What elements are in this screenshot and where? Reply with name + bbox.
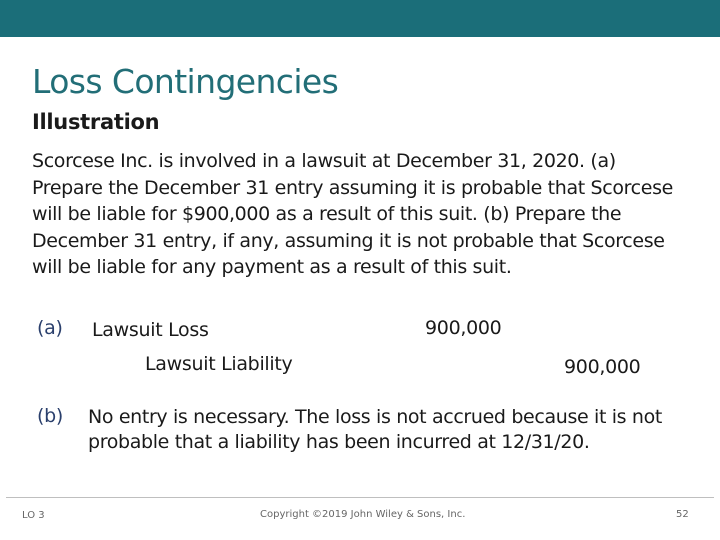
debit-account: Lawsuit Loss: [92, 319, 209, 341]
slide-title: Loss Contingencies: [32, 62, 339, 101]
slide-subtitle: Illustration: [32, 110, 160, 134]
credit-account: Lawsuit Liability: [145, 353, 293, 375]
problem-statement: Scorcese Inc. is involved in a lawsuit at December 31, 2020. (a) Prepare the December 31 entry assuming it is probable that Scorcese will be liable for $900,000 as a result of this suit. (b) Prepare the December 31 entry, if any, assuming it is not probable that Scorcese will be liable for any payment as a result of this suit.: [32, 150, 673, 278]
footer-divider: [6, 497, 714, 498]
footer-page-number: 52: [676, 509, 689, 520]
entry-a-label: (a): [37, 317, 63, 339]
top-bar: [0, 0, 720, 37]
entry-b-label: (b): [37, 405, 63, 427]
entry-b-text: No entry is necessary. The loss is not accrued because it is not probable that a liability has been incurred at 12/31/20.: [88, 406, 662, 453]
debit-amount: 900,000: [425, 317, 502, 339]
footer-copyright: Copyright ©2019 John Wiley & Sons, Inc.: [260, 509, 466, 520]
credit-amount: 900,000: [564, 356, 641, 378]
footer-learning-objective: LO 3: [22, 510, 45, 521]
